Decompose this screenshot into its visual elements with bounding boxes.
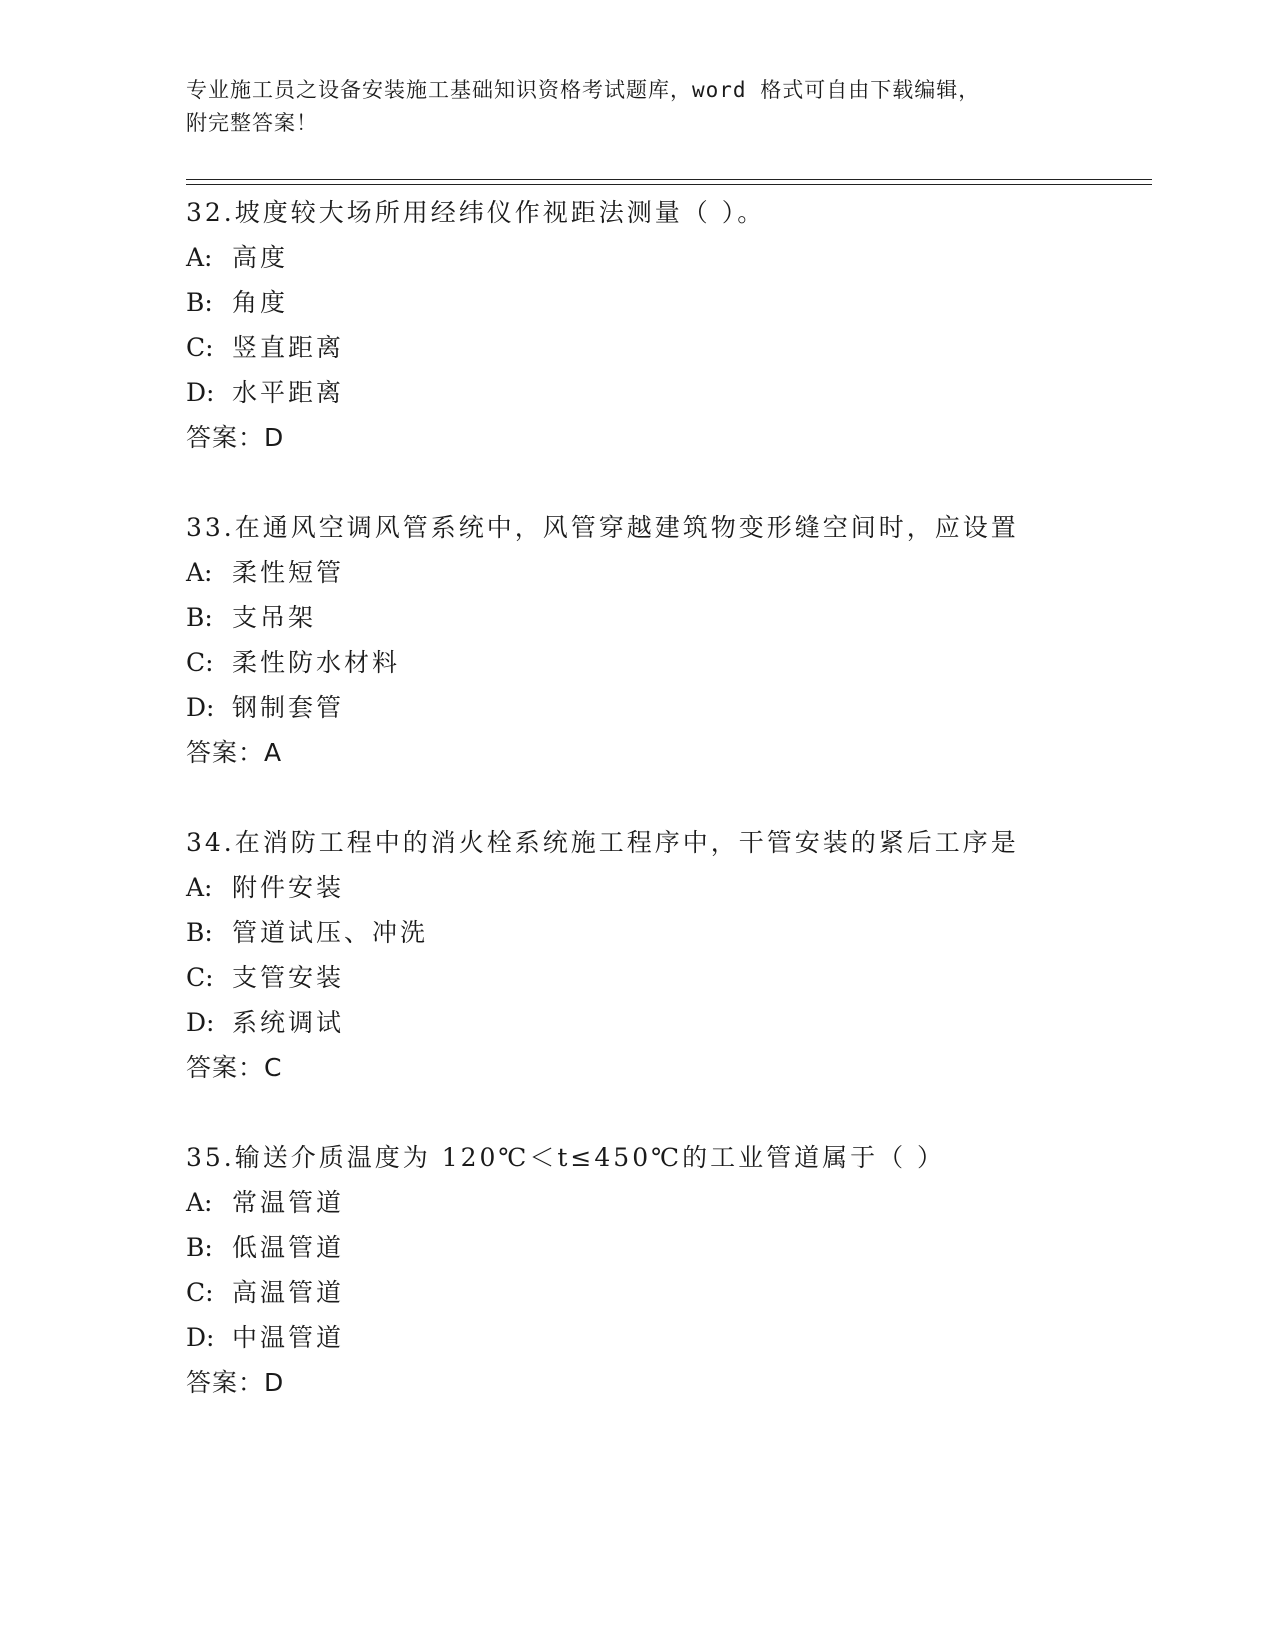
option-text: 角度 xyxy=(232,288,289,317)
option-text: 柔性短管 xyxy=(232,558,345,587)
option-text: 柔性防水材料 xyxy=(232,648,401,677)
option-d xyxy=(186,1318,344,1354)
answer: 答案：D xyxy=(186,1368,285,1397)
option-b xyxy=(186,598,316,634)
option-d xyxy=(186,688,344,724)
option-a xyxy=(186,868,344,904)
option-label: C: xyxy=(186,1278,214,1307)
answer: 答案：C xyxy=(186,1053,283,1082)
option-text: 水平距离 xyxy=(232,378,345,407)
option-d xyxy=(186,1003,344,1039)
question-stem: 34.在消防工程中的消火栓系统施工程序中，干管安装的紧后工序是 xyxy=(186,828,1019,857)
question-stem: 33.在通风空调风管系统中，风管穿越建筑物变形缝空间时，应设置 xyxy=(186,513,1019,542)
header-line-1: 专业施工员之设备安装施工基础知识资格考试题库，word 格式可自由下载编辑， xyxy=(186,78,981,102)
option-c xyxy=(186,958,344,994)
question-stem: 35.输送介质温度为 120℃＜t≤450℃的工业管道属于（ ） xyxy=(186,1143,946,1172)
option-label: B: xyxy=(186,603,213,632)
option-label: A: xyxy=(186,243,213,272)
option-text: 管道试压、冲洗 xyxy=(232,918,429,947)
option-label: D: xyxy=(186,378,215,407)
option-text: 中温管道 xyxy=(232,1323,345,1352)
option-c xyxy=(186,643,400,679)
option-text: 高温管道 xyxy=(232,1278,345,1307)
header-divider-top xyxy=(186,179,1152,180)
option-label: D: xyxy=(186,693,215,722)
document-header xyxy=(186,74,1086,140)
option-text: 支吊架 xyxy=(232,603,317,632)
option-label: C: xyxy=(186,963,214,992)
option-b xyxy=(186,913,428,949)
option-label: D: xyxy=(186,1008,215,1037)
answer: 答案：A xyxy=(186,738,283,767)
option-text: 系统调试 xyxy=(232,1008,345,1037)
option-a xyxy=(186,238,288,274)
option-a xyxy=(186,1183,344,1219)
option-label: C: xyxy=(186,648,214,677)
option-label: B: xyxy=(186,288,213,317)
option-text: 竖直距离 xyxy=(232,333,345,362)
option-label: A: xyxy=(186,1188,213,1217)
option-label: C: xyxy=(186,333,214,362)
option-label: A: xyxy=(186,558,213,587)
option-d xyxy=(186,373,344,409)
question-stem: 32.坡度较大场所用经纬仪作视距法测量（ ）。 xyxy=(186,198,766,227)
option-c xyxy=(186,1273,344,1309)
option-label: B: xyxy=(186,1233,213,1262)
option-label: D: xyxy=(186,1323,215,1352)
option-text: 低温管道 xyxy=(232,1233,345,1262)
option-text: 支管安装 xyxy=(232,963,345,992)
answer: 答案：D xyxy=(186,423,285,452)
option-c xyxy=(186,328,344,364)
option-a xyxy=(186,553,344,589)
option-b xyxy=(186,283,288,319)
header-line-2: 附完整答案！ xyxy=(186,111,318,135)
option-b xyxy=(186,1228,344,1264)
option-label: A: xyxy=(186,873,213,902)
option-text: 常温管道 xyxy=(232,1188,345,1217)
option-text: 钢制套管 xyxy=(232,693,345,722)
header-divider-bottom xyxy=(186,184,1152,185)
option-text: 高度 xyxy=(232,243,289,272)
option-label: B: xyxy=(186,918,213,947)
option-text: 附件安装 xyxy=(232,873,345,902)
